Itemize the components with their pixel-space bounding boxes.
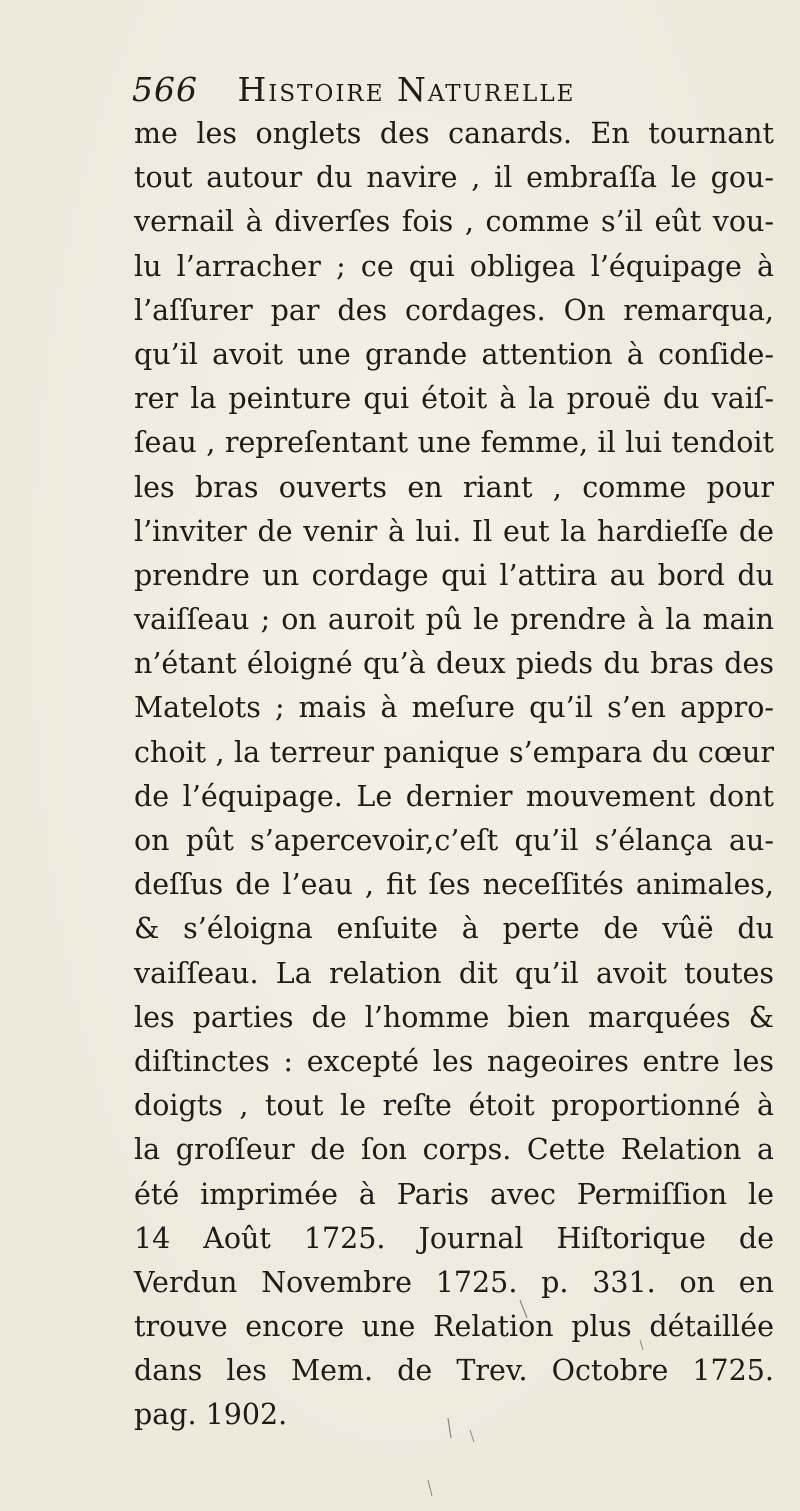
text-line: les parties de l’homme bien marquées & <box>134 1000 774 1034</box>
text-line: ſeau , repreſentant une femme, il lui tendoit <box>134 426 774 460</box>
text-line: vaiſſeau ; on auroit pû le prendre à la main <box>134 603 774 637</box>
text-line: l’inviter de venir à lui. Il eut la hardieſſe de <box>134 514 774 548</box>
text-line: deſſus de l’eau , fit ſes neceſſités animales, <box>134 868 774 902</box>
text-line: été imprimée à Paris avec Permiſſion le <box>134 1177 774 1211</box>
text-line: choit , la terreur panique s’empara du cœur <box>134 735 774 769</box>
text-line: on pût s’apercevoir,c’eſt qu’il s’élança au- <box>134 824 774 857</box>
text-line: les bras ouverts en riant , comme pour <box>134 470 774 504</box>
text-line: me les onglets des canards. En tournant <box>134 117 774 150</box>
paper-speck <box>520 1300 527 1318</box>
running-head: Histoire Naturelle <box>237 70 576 109</box>
text-line: Verdun Novembre 1725. p. 331. on en <box>134 1265 774 1299</box>
text-line: de l’équipage. Le dernier mouvement dont <box>134 779 774 813</box>
text-line: trouve encore une Relation plus détaillée <box>134 1310 774 1344</box>
text-line: doigts , tout le reſte étoit proportionné à <box>134 1089 774 1123</box>
text-line: Matelots ; mais à meſure qu’il s’en appro- <box>134 691 774 725</box>
text-line: 14 Août 1725. Journal Hiſtorique de <box>134 1221 774 1255</box>
text-line: prendre un cordage qui l’attira au bord du <box>134 558 774 592</box>
text-line: qu’il avoit une grande attention à conſide- <box>134 337 774 371</box>
text-line: tout autour du navire , il embraſſa le gou- <box>134 161 774 195</box>
text-line: lu l’arracher ; ce qui obligea l’équipage à <box>134 249 774 283</box>
text-line: rer la peinture qui étoit à la prouë du vaiſ- <box>134 382 774 416</box>
text-line: & s’éloigna enſuite à perte de vûë du <box>134 912 774 946</box>
paper-speck <box>428 1480 432 1496</box>
paper-speck <box>448 1418 451 1438</box>
paper-speck <box>470 1430 474 1442</box>
text-line: dans les Mem. de Trev. Octobre 1725. <box>134 1354 774 1388</box>
text-line: n’étant éloigné qu’à deux pieds du bras des <box>134 647 774 681</box>
text-line: pag. 1902. <box>134 1398 288 1432</box>
text-line: diſtinctes : excepté les nageoires entre les <box>134 1044 774 1078</box>
paper-speck <box>640 1340 643 1350</box>
text-line: vaiſſeau. La relation dit qu’il avoit toutes <box>134 956 774 990</box>
text-line: la groſſeur de ſon corps. Cette Relation a <box>134 1133 774 1167</box>
text-line: vernail à diverſes fois , comme s’il eût vou- <box>134 205 774 239</box>
page-number: 566 <box>132 70 198 109</box>
text-line: l’aſſurer par des cordages. On remarqua, <box>134 293 774 327</box>
